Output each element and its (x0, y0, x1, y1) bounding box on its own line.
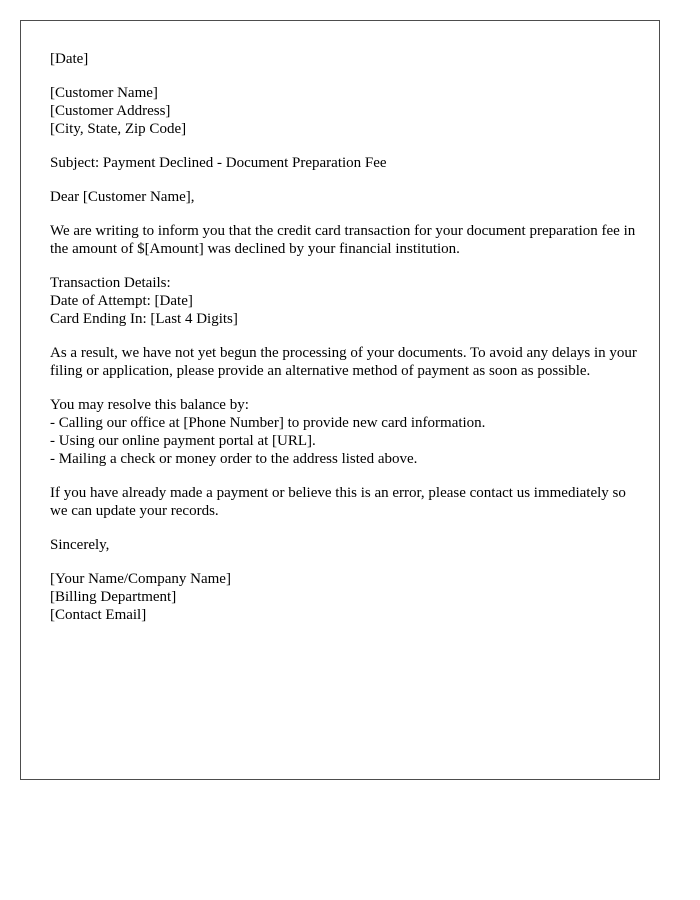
sender-name: [Your Name/Company Name] (50, 571, 231, 587)
salutation-block (50, 188, 640, 206)
date-block (50, 50, 640, 68)
letter-content (50, 50, 640, 640)
intro-block (50, 222, 640, 258)
intro-paragraph: We are writing to inform you that the credit card transaction for your document preparation fee in the amount of $[Amount] was declined by your financial institution. (50, 223, 636, 257)
closing-paragraph: If you have already made a payment or believe this is an error, please contact us immediately so we can update your records. (50, 485, 626, 519)
resolve-option-phone: - Calling our office at [Phone Number] to provide new card information. (50, 415, 486, 431)
closing-block (50, 484, 640, 520)
subject-block (50, 154, 640, 172)
transaction-details-heading: Transaction Details: (50, 275, 171, 291)
recipient-address: [Customer Address] (50, 103, 171, 119)
recipient-city-state-zip: [City, State, Zip Code] (50, 121, 187, 137)
letter-salutation: Dear [Customer Name], (50, 189, 195, 205)
sign-off: Sincerely, (50, 537, 110, 553)
result-paragraph: As a result, we have not yet begun the processing of your documents. To avoid any delays in your filing or application, please provide an alternative method of payment as soon as possible. (50, 345, 637, 379)
card-ending: Card Ending In: [Last 4 Digits] (50, 311, 238, 327)
recipient-block (50, 84, 640, 138)
letter-subject: Subject: Payment Declined - Document Preparation Fee (50, 155, 387, 171)
resolve-option-mail: - Mailing a check or money order to the address listed above. (50, 451, 418, 467)
transaction-details-block (50, 274, 640, 328)
letter-date: [Date] (50, 51, 89, 67)
resolve-block (50, 396, 640, 468)
sender-department: [Billing Department] (50, 589, 177, 605)
resolve-option-portal: - Using our online payment portal at [URL]. (50, 433, 316, 449)
resolve-heading: You may resolve this balance by: (50, 397, 249, 413)
sender-email: [Contact Email] (50, 607, 147, 623)
letter-page (20, 20, 660, 780)
sender-block (50, 570, 640, 624)
date-of-attempt: Date of Attempt: [Date] (50, 293, 193, 309)
recipient-name: [Customer Name] (50, 85, 158, 101)
result-block (50, 344, 640, 380)
sign-off-block (50, 536, 640, 554)
